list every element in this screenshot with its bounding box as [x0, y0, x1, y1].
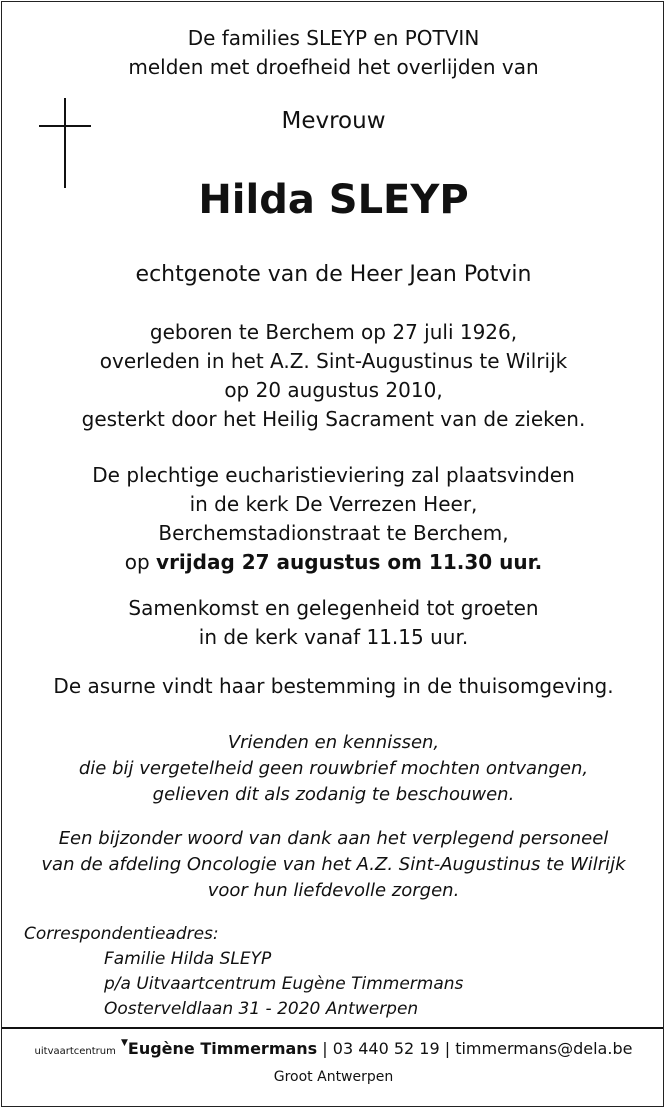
footer-prefix: uitvaartcentrum — [34, 1046, 116, 1057]
mass-when — [0, 548, 667, 577]
spouse-line: echtgenote van de Heer Jean Potvin — [135, 262, 532, 287]
friends-line: die bij vergetelheid geen rouwbrief mochten ontvangen, — [78, 758, 589, 779]
mass-line: Berchemstadionstraat te Berchem, — [158, 521, 509, 545]
footer-contact-row — [0, 1037, 667, 1064]
footer-divider — [2, 1027, 663, 1029]
life-line: overleden in het A.Z. Sint-Augustinus te Wilrijk — [99, 349, 568, 373]
mass-when-date: vrijdag 27 augustus om 11.30 uur. — [156, 550, 543, 574]
funeral-home-footer — [0, 1037, 667, 1088]
thanks-line: Een bijzonder woord van dank aan het verplegend personeel — [58, 828, 609, 849]
life-line: gesterkt door het Heilig Sacrament van de zieken. — [81, 407, 586, 431]
life-line: op 20 augustus 2010, — [224, 378, 443, 402]
intro-line: melden met droefheid het overlijden van — [128, 55, 539, 79]
mass-line: De plechtige eucharistieviering zal plaatsvinden — [92, 463, 575, 487]
friends-line: gelieven dit als zodanig te beschouwen. — [152, 784, 515, 805]
mass-when-prefix: op — [124, 550, 150, 574]
meeting-details — [0, 594, 667, 652]
intro-block — [0, 24, 667, 82]
thanks-line: voor hun liefdevolle zorgen. — [207, 880, 460, 901]
thanks-line: van de afdeling Oncologie van het A.Z. Sint-Augustinus te Wilrijk — [41, 854, 626, 875]
address-line: Oosterveldlaan 31 - 2020 Antwerpen — [104, 999, 419, 1019]
footer-contact: | 03 440 52 19 | timmermans@dela.be — [322, 1039, 633, 1058]
friends-line: Vrienden en kennissen, — [227, 732, 440, 753]
footer-brand: Eugène Timmermans — [127, 1039, 318, 1058]
address-line: p/a Uitvaartcentrum Eugène Timmermans — [104, 974, 464, 994]
footer-region: Groot Antwerpen — [273, 1069, 394, 1085]
correspondence-label: Correspondentieadres: — [24, 924, 219, 944]
honorific: Mevrouw — [281, 108, 386, 134]
meeting-line: Samenkomst en gelegenheid tot groeten — [128, 596, 539, 620]
life-details — [0, 318, 667, 434]
thanks-note — [0, 826, 667, 904]
intro-line: De families SLEYP en POTVIN — [187, 26, 480, 50]
correspondence-address — [24, 922, 463, 1022]
triangle-icon: ▼ — [120, 1038, 128, 1048]
meeting-line: in de kerk vanaf 11.15 uur. — [198, 625, 469, 649]
friends-note — [0, 730, 667, 808]
mass-details — [0, 461, 667, 577]
mass-line: in de kerk De Verrezen Heer, — [189, 492, 478, 516]
urn-line: De asurne vindt haar bestemming in de thuisomgeving. — [53, 674, 614, 698]
address-line: Familie Hilda SLEYP — [104, 949, 272, 969]
life-line: geboren te Berchem op 27 juli 1926, — [149, 320, 518, 344]
deceased-name: Hilda SLEYP — [198, 177, 469, 223]
